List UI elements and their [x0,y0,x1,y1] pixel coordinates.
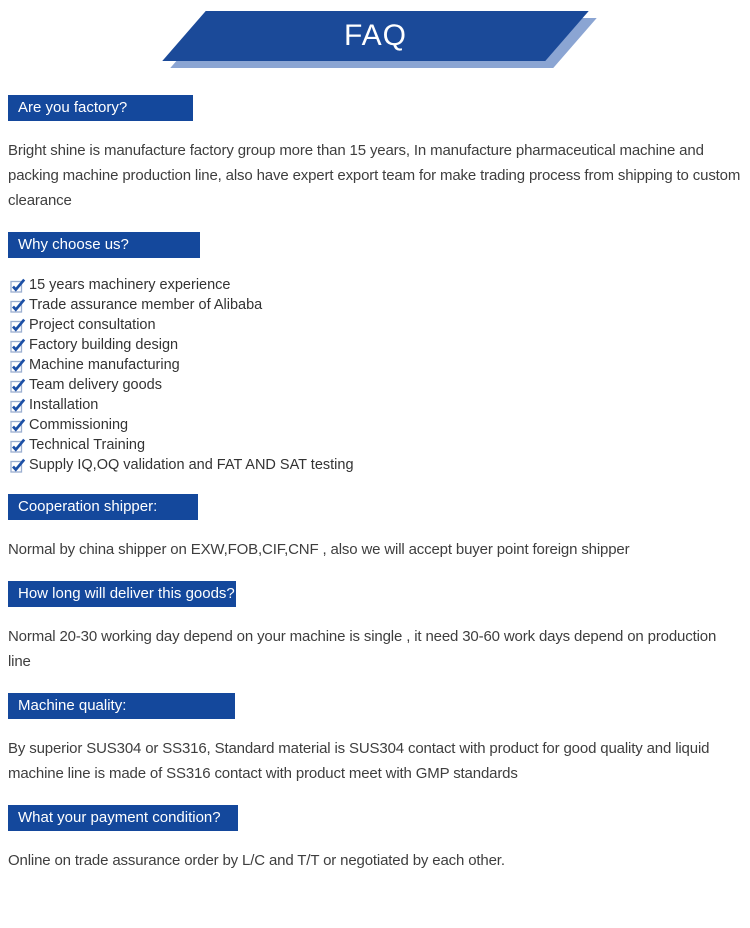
checklist-item-label: Installation [29,397,99,413]
checklist-item [10,335,742,355]
heading-payment-condition: What your payment condition? [8,805,238,831]
checkbox-checked-icon [10,458,26,473]
checklist-item [10,395,742,415]
checklist-item [10,295,742,315]
checkbox-checked-icon [10,398,26,413]
checklist-item [10,415,742,435]
checkbox-checked-icon [10,318,26,333]
checklist-item [10,435,742,455]
faq-title: FAQ [343,19,407,52]
answer-delivery-time: Normal 20-30 working day depend on your machine is single , it need 30-60 work days depend on production line [8,628,717,670]
heading-why-choose-us: Why choose us? [8,232,200,258]
checklist-item-label: Supply IQ,OQ validation and FAT AND SAT testing [29,457,354,473]
checkbox-checked-icon [10,418,26,433]
answer-cooperation-shipper: Normal by china shipper on EXW,FOB,CIF,CNF , also we will accept buyer point foreign shipper [8,541,630,558]
checklist-item-label: Factory building design [29,337,179,353]
faq-banner [184,11,567,61]
checklist-item-label: Team delivery goods [29,377,162,393]
faq-content [8,95,742,873]
checkbox-checked-icon [10,438,26,453]
checklist-item [10,315,742,335]
faq-page [0,11,750,928]
checklist-item [10,455,742,475]
answer-payment-condition: Online on trade assurance order by L/C and T/T or negotiated by each other. [8,852,505,869]
heading-are-you-factory: Are you factory? [8,95,193,121]
heading-machine-quality: Machine quality: [8,693,235,719]
checklist-item-label: 15 years machinery experience [29,277,231,293]
answer-are-you-factory: Bright shine is manufacture factory group more than 15 years, In manufacture pharmaceutical machine and packing machine production line, also have expert export team for make trading process from shipping to custom clearance [8,142,741,209]
checklist-item-label: Technical Training [29,437,146,453]
checklist-item-label: Project consultation [29,317,156,333]
checkbox-checked-icon [10,378,26,393]
checkbox-checked-icon [10,358,26,373]
checklist-item-label: Commissioning [29,417,129,433]
checkbox-checked-icon [10,338,26,353]
checklist-item [10,375,742,395]
checkbox-checked-icon [10,278,26,293]
checklist-item [10,275,742,295]
answer-machine-quality: By superior SUS304 or SS316, Standard material is SUS304 contact with product for good quality and liquid machine line is made of SS316 contact with product meet with GMP standards [8,740,710,782]
faq-banner-face [162,11,588,61]
heading-delivery-time: How long will deliver this goods? [8,581,236,607]
checklist-item-label: Trade assurance member of Alibaba [29,297,263,313]
why-choose-us-checklist [8,275,742,475]
checkbox-checked-icon [10,298,26,313]
checklist-item-label: Machine manufacturing [29,357,180,373]
heading-cooperation-shipper: Cooperation shipper: [8,494,198,520]
checklist-item [10,355,742,375]
